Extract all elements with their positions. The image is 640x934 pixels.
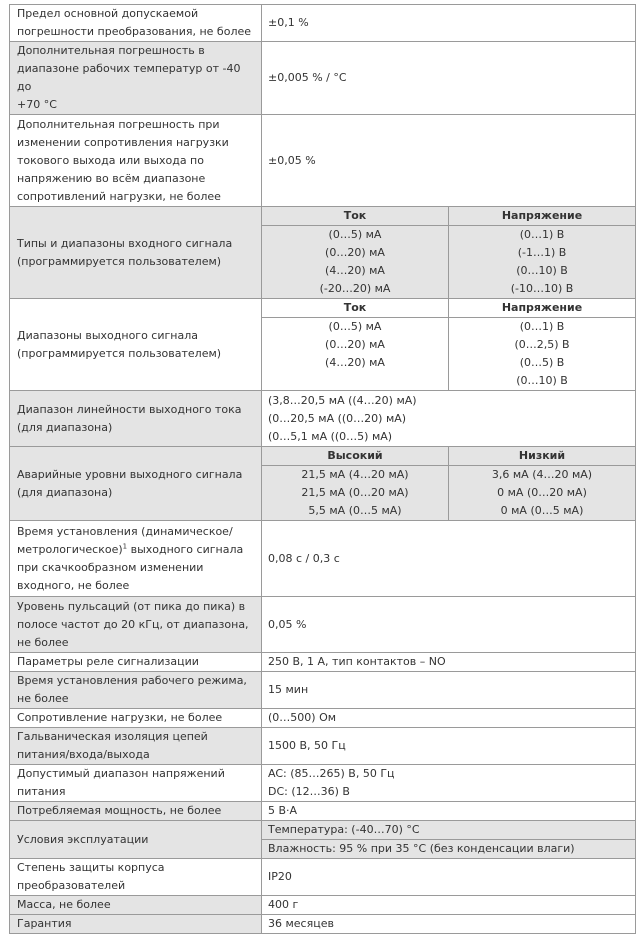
sub-body-row [262,466,635,521]
value-line: AC: (85…265) В, 50 Гц [268,767,395,780]
conditions-humidity: Влажность: 95 % при 35 °С (без конденсации влаги) [268,842,575,855]
spec-value [262,672,636,709]
sub-item: (0…5) В [519,356,565,369]
sub-item: (0…20) мА [325,246,385,259]
spec-label [10,653,262,672]
label-line: Гальваническая изоляция цепей [17,730,208,743]
label-line: питания [17,785,66,798]
sub-item: (4…20) мА [325,356,385,369]
sub-table [262,447,635,520]
sub-table [262,299,635,390]
value-line: 5 В·А [268,804,298,817]
label-line: сопротивлений нагрузки, не более [17,189,221,203]
label-line: Потребляемая мощность, не более [17,804,222,817]
sub-header: Напряжение [449,299,636,318]
sub-body-row [262,226,635,299]
spec-value [262,859,636,896]
value-line: (0…5,1 мА ((0…5) мА) [268,429,393,443]
spec-value [262,821,636,859]
label-line: при скачкообразном изменении [17,560,204,574]
value-line: ±0,05 % [268,153,316,167]
sub-item: (-20…20) мА [319,282,391,295]
spec-label [10,447,262,521]
sub-col [262,226,449,299]
label-line: Сопротивление нагрузки, не более [17,711,223,724]
value-line: (0…20,5 мА ((0…20) мА) [268,411,407,425]
spec-value [262,5,636,42]
label-line: Дополнительная погрешность при [17,117,220,131]
spec-label [10,915,262,934]
label-line: Диапазон линейности выходного тока [17,402,242,416]
value-line: ±0,1 % [268,16,309,29]
label-line: Степень защиты корпуса [17,861,165,874]
sub-col [262,466,449,521]
label-line: питания/входа/выхода [17,748,150,761]
value-line: IP20 [268,870,292,883]
label-line: Допустимый диапазон напряжений [17,767,225,780]
spec-value [262,207,636,299]
label-line: не более [17,692,69,705]
label-line: +70 °С [17,98,57,111]
value-line: 15 мин [268,683,309,696]
label-line: преобразователей [17,879,126,892]
sub-item: 0 мА (0…5 мА) [500,504,584,517]
spec-label [10,391,262,447]
spec-value [262,299,636,391]
sub-table [262,207,635,298]
spec-row [10,709,636,728]
sub-item: (0…1) В [519,228,565,241]
sub-item: (0…1) В [519,320,565,333]
value-line: ±0,005 % / °С [268,71,347,84]
sub-item: (0…5) мА [328,320,382,333]
spec-row [10,765,636,802]
value-line: DC: (12…36) В [268,785,350,798]
spec-value [262,653,636,672]
spec-label [10,299,262,391]
spec-row [10,672,636,709]
spec-value [262,709,636,728]
spec-label [10,207,262,299]
label-line: (программируется пользователем) [17,346,222,360]
spec-label [10,821,262,859]
spec-value [262,915,636,934]
label-line: погрешности преобразования, не более [17,25,252,38]
sub-item: (0…10) В [516,374,568,387]
spec-value [262,521,636,597]
label-line: Время установления (динамическое/ [17,524,233,538]
label-part: метрологическое) [17,542,123,556]
spec-row [10,915,636,934]
spec-label [10,115,262,207]
label-line: входного, не более [17,578,130,592]
sub-item: 21,5 мА (0…20 мА) [301,486,409,499]
spec-row [10,115,636,207]
spec-row [10,447,636,521]
spec-row [10,821,636,859]
sub-header-row [262,299,635,318]
sub-item: (4…20) мА [325,264,385,277]
label-line: Параметры реле сигнализации [17,655,199,668]
spec-label [10,859,262,896]
sub-header: Ток [262,299,449,318]
label-line: напряжению во всём диапазоне [17,171,206,185]
spec-value [262,447,636,521]
sub-item: (-1…1) В [517,246,567,259]
label-line: диапазоне рабочих температур от -40 до [17,62,241,93]
label-line: токового выхода или выхода по [17,153,204,167]
spec-row [10,521,636,597]
spec-row [10,207,636,299]
spec-label [10,597,262,653]
spec-label [10,672,262,709]
spec-row [10,802,636,821]
label-line: изменении сопротивления нагрузки [17,135,229,149]
label-line: Аварийные уровни выходного сигнала [17,467,243,481]
spec-row [10,42,636,115]
label-line: Гарантия [17,917,72,930]
sub-item: 3,6 мА (4…20 мА) [491,468,593,481]
spec-label [10,521,262,597]
label-line: (программируется пользователем) [17,254,222,268]
label-line: Уровень пульсаций (от пика до пика) в [17,599,246,613]
value-line: 250 В, 1 А, тип контактов – NO [268,655,446,668]
label-line: не более [17,635,69,649]
spec-row [10,859,636,896]
spec-label [10,5,262,42]
label-line: Типы и диапазоны входного сигнала [17,236,233,250]
label-line: Время установления рабочего режима, [17,674,247,687]
label-line: полосе частот до 20 кГц, от диапазона, [17,617,249,631]
label-line [17,541,255,559]
sub-header: Высокий [262,447,449,466]
spec-value [262,728,636,765]
spec-row [10,299,636,391]
spec-value [262,896,636,915]
label-line: Предел основной допускаемой [17,7,199,20]
spec-value [262,391,636,447]
label-line: Дополнительная погрешность в [17,44,205,57]
sub-item: 5,5 мА (0…5 мА) [308,504,402,517]
conditions-temperature: Температура: (-40…70) °С [262,821,635,840]
sub-col [449,466,636,521]
label-part: выходного сигнала [127,542,244,556]
spec-row [10,391,636,447]
spec-value [262,115,636,207]
spec-label [10,709,262,728]
spec-label [10,42,262,115]
value-line: (3,8…20,5 мА ((4…20) мА) [268,393,417,407]
sub-header-row [262,447,635,466]
value-line: 400 г [268,898,299,911]
spec-label [10,765,262,802]
label-line: Диапазоны выходного сигнала [17,328,198,342]
value-line: 0,08 с / 0,3 с [268,551,340,565]
sub-col [449,226,636,299]
spec-value [262,802,636,821]
label-line: (для диапазона) [17,420,113,434]
sub-item: (0…2,5) В [514,338,570,351]
spec-label [10,802,262,821]
value-line: 1500 В, 50 Гц [268,739,346,752]
spec-row [10,896,636,915]
sub-item: (-10…10) В [510,282,574,295]
sub-item: 0 мА (0…20 мА) [497,486,587,499]
spec-row [10,728,636,765]
label-line: Масса, не более [17,898,111,911]
spec-row [10,597,636,653]
label-line: Условия эксплуатации [17,832,149,846]
sub-item: (0…5) мА [328,228,382,241]
sub-header: Напряжение [449,207,636,226]
sub-body-row [262,318,635,391]
sub-item: (0…10) В [516,264,568,277]
spec-row [10,5,636,42]
spec-table [9,4,636,934]
label-line: (для диапазона) [17,485,113,499]
sub-col [262,318,449,391]
sub-header-row [262,207,635,226]
spec-value [262,597,636,653]
spec-label [10,896,262,915]
value-line: 0,05 % [268,617,307,631]
footnote-mark: 1 [122,541,128,550]
sub-header: Низкий [449,447,636,466]
sub-col [449,318,636,391]
value-line: (0…500) Ом [268,711,337,724]
spec-label [10,728,262,765]
spec-row [10,653,636,672]
spec-value [262,765,636,802]
value-line: 36 месяцев [268,917,334,930]
spec-value [262,42,636,115]
sub-header: Ток [262,207,449,226]
sub-item: 21,5 мА (4…20 мА) [301,468,409,481]
sub-item: (0…20) мА [325,338,385,351]
